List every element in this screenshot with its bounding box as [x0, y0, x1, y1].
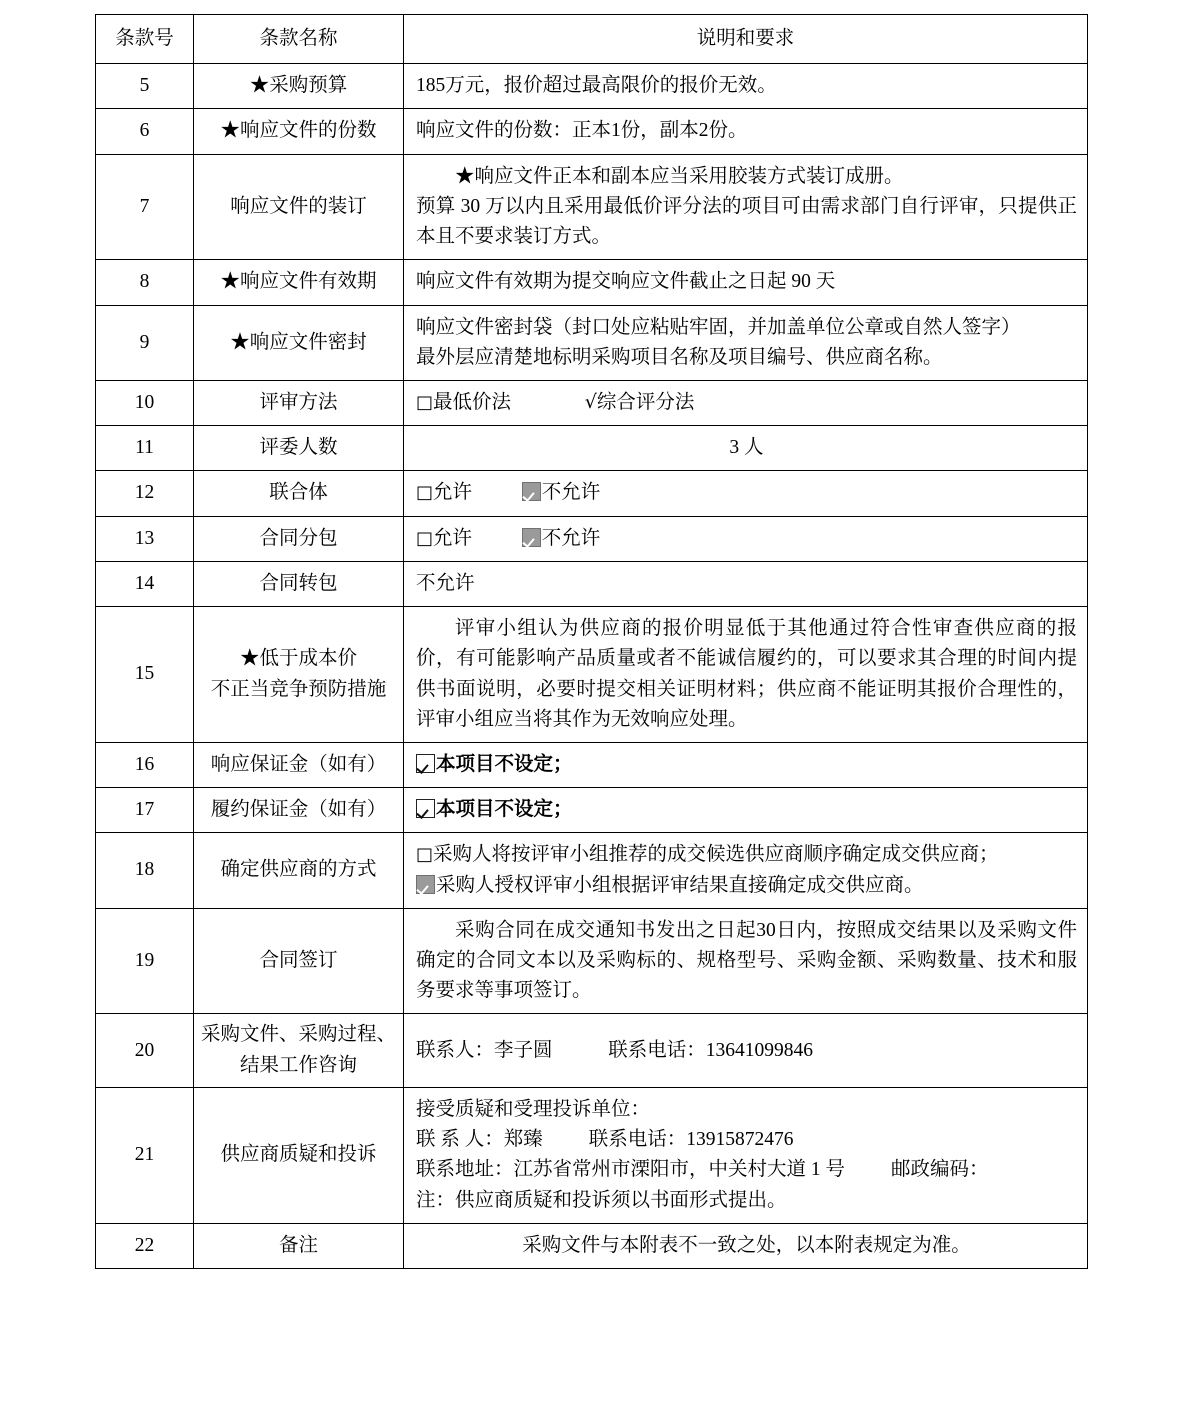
table-header-row: [96, 15, 1088, 64]
contact-phone-label: 联系电话：: [588, 1129, 687, 1151]
seal-line-2: 最外层应清楚地标明采购项目名称及项目编号、供应商名称。: [416, 346, 943, 368]
checkbox-checked-icon: [416, 875, 435, 894]
clause-description: 响应文件的份数：正本1份，副本2份。: [404, 109, 1088, 154]
clause-description: [404, 908, 1088, 1014]
clause-description: 3 人: [404, 426, 1088, 471]
column-header-clause-name: 条款名称: [194, 15, 404, 64]
option-label: 允许: [433, 482, 473, 504]
checkbox-checked-icon: [416, 799, 435, 818]
clause-name: 响应文件的装订: [194, 154, 404, 260]
complaint-unit-line: 接受质疑和受理投诉单位：: [416, 1098, 651, 1120]
contact-person-name: 李子圆: [494, 1039, 553, 1061]
complaint-note-line: 注：供应商质疑和投诉须以书面形式提出。: [416, 1189, 787, 1211]
clause-description: [404, 742, 1088, 787]
below-cost-measures-text: 评审小组认为供应商的报价明显低于其他通过符合性审查供应商的报价，有可能影响产品质量或者不能诚信履约的，可以要求其合理的时间内提供书面说明，必要时提交相关证明材料；供应商不能证明其报价合理性的，评审小组应当将其作为无效响应处理。: [416, 618, 1077, 730]
clause-no: 21: [96, 1087, 194, 1223]
clause-no: 22: [96, 1223, 194, 1268]
column-header-clause-no: 条款号: [96, 15, 194, 64]
review-method-lowest-price-option[interactable]: [416, 388, 511, 418]
clause-no: 9: [96, 305, 194, 380]
checkbox-unchecked-icon: □: [416, 482, 434, 504]
clause-name: ★响应文件的份数: [194, 109, 404, 154]
clause-no: 7: [96, 154, 194, 260]
table-row: [96, 788, 1088, 833]
clause-no: 5: [96, 64, 194, 109]
clause-description: [404, 471, 1088, 516]
checkbox-checked-icon: [522, 482, 541, 501]
option-label: 不允许: [541, 527, 601, 549]
contact-person-name: 郑臻: [503, 1129, 543, 1151]
clause-name: ★采购预算: [194, 64, 404, 109]
clause-name: 备注: [194, 1223, 404, 1268]
clause-description: [404, 788, 1088, 833]
contact-person-label: 联系人：: [416, 1039, 495, 1061]
contact-phone-value: 13915872476: [686, 1129, 794, 1151]
table-row: [96, 908, 1088, 1014]
clause-no: 18: [96, 833, 194, 908]
clause-name: 供应商质疑和投诉: [194, 1087, 404, 1223]
table-row: [96, 561, 1088, 606]
clause-name: 确定供应商的方式: [194, 833, 404, 908]
clause-name: 联合体: [194, 471, 404, 516]
performance-security-value: 本项目不设定；: [436, 799, 573, 821]
clause-description: [404, 380, 1088, 425]
clause-no: 12: [96, 471, 194, 516]
binding-requirement-line: ★响应文件正本和副本应当采用胶装方式装订成册。: [455, 165, 904, 187]
contract-signing-text: 采购合同在成交通知书发出之日起30日内，按照成交结果以及采购文件确定的合同文本以及采购标的、规格型号、采购金额、采购数量、技术和服务要求等事项签订。: [416, 919, 1077, 1002]
option-label: 综合评分法: [596, 391, 695, 413]
clause-no: 20: [96, 1014, 194, 1087]
clause-name: [194, 607, 404, 743]
clause-description: [404, 516, 1088, 561]
table-row: [96, 516, 1088, 561]
clause-name-line-1: 采购文件、采购过程、: [200, 1024, 396, 1046]
table-row: [96, 109, 1088, 154]
consortium-not-allowed-option[interactable]: [522, 478, 601, 508]
clause-name: [194, 1014, 404, 1087]
table-row: [96, 471, 1088, 516]
clause-name-line-2: 结果工作咨询: [239, 1054, 357, 1076]
table-row: [96, 154, 1088, 260]
check-mark-icon: √: [584, 390, 597, 413]
clause-name: 评委人数: [194, 426, 404, 471]
bid-security-value: 本项目不设定；: [436, 753, 573, 775]
specification-table: [95, 14, 1088, 1269]
clause-no: 11: [96, 426, 194, 471]
clause-name-line-2: 不正当竞争预防措施: [210, 678, 387, 700]
subcontract-allowed-option[interactable]: [416, 524, 472, 554]
clause-name: 合同签订: [194, 908, 404, 1014]
award-method-option-order[interactable]: [416, 840, 1077, 870]
clause-description: [404, 607, 1088, 743]
complaint-address-line: [416, 1155, 1077, 1185]
checkbox-checked-icon: [416, 754, 435, 773]
consortium-allowed-option[interactable]: [416, 478, 472, 508]
clause-no: 8: [96, 260, 194, 305]
clause-no: 17: [96, 788, 194, 833]
contact-phone-label: 联系电话：: [608, 1039, 706, 1061]
clause-name: ★响应文件有效期: [194, 260, 404, 305]
table-row: [96, 1014, 1088, 1087]
option-label: 采购人将按评审小组推荐的成交候选供应商顺序确定成交供应商；: [433, 844, 999, 866]
checkbox-unchecked-icon: □: [416, 527, 434, 549]
table-row: [96, 1087, 1088, 1223]
clause-description: [404, 305, 1088, 380]
option-label: 不允许: [541, 482, 601, 504]
review-method-comprehensive-option[interactable]: [585, 388, 695, 418]
clause-name: 评审方法: [194, 380, 404, 425]
complaint-contact-line: [416, 1125, 1077, 1155]
table-row: [96, 305, 1088, 380]
table-row: [96, 260, 1088, 305]
clause-description: 响应文件有效期为提交响应文件截止之日起 90 天: [404, 260, 1088, 305]
checkbox-unchecked-icon: □: [416, 391, 434, 413]
subcontract-not-allowed-option[interactable]: [522, 524, 601, 554]
clause-no: 13: [96, 516, 194, 561]
clause-name: 响应保证金（如有）: [194, 742, 404, 787]
contact-person-label: 联 系 人：: [416, 1129, 504, 1151]
table-row: [96, 64, 1088, 109]
award-method-option-authorized[interactable]: [416, 871, 1077, 901]
postcode-label: 邮政编码：: [891, 1159, 989, 1181]
table-row: [96, 426, 1088, 471]
clause-no: 19: [96, 908, 194, 1014]
self-review-note-line: 预算 30 万以内且采用最低价评分法的项目可由需求部门自行评审，只提供正本且不要求装订方式。: [416, 195, 1077, 248]
clause-no: 14: [96, 561, 194, 606]
clause-name: 履约保证金（如有）: [194, 788, 404, 833]
contact-phone-value: 13641099846: [705, 1039, 814, 1061]
clause-name: 合同分包: [194, 516, 404, 561]
table-row: [96, 607, 1088, 743]
column-header-description: 说明和要求: [404, 15, 1088, 64]
clause-name: ★响应文件密封: [194, 305, 404, 380]
table-row: [96, 833, 1088, 908]
table-row: [96, 1223, 1088, 1268]
clause-no: 6: [96, 109, 194, 154]
option-label: 最低价法: [433, 391, 512, 413]
checkbox-unchecked-icon: □: [416, 844, 434, 866]
option-label: 允许: [433, 527, 473, 549]
table-row: [96, 742, 1088, 787]
seal-line-1: 响应文件密封袋（封口处应粘贴牢固，并加盖单位公章或自然人签字）: [416, 316, 1021, 338]
table-row: [96, 380, 1088, 425]
option-label: 采购人授权评审小组根据评审结果直接确定成交供应商。: [436, 874, 924, 896]
clause-description: [404, 1014, 1088, 1087]
clause-name-line-1: ★低于成本价: [239, 648, 357, 670]
clause-description: [404, 833, 1088, 908]
clause-description: 采购文件与本附表不一致之处，以本附表规定为准。: [404, 1223, 1088, 1268]
address-value: 江苏省常州市溧阳市，中关村大道 1 号: [513, 1159, 846, 1181]
clause-description: 不允许: [404, 561, 1088, 606]
clause-description: 185万元，报价超过最高限价的报价无效。: [404, 64, 1088, 109]
clause-description: [404, 1087, 1088, 1223]
clause-no: 15: [96, 607, 194, 743]
address-label: 联系地址：: [416, 1159, 514, 1181]
clause-no: 10: [96, 380, 194, 425]
clause-name: 合同转包: [194, 561, 404, 606]
clause-description: [404, 154, 1088, 260]
checkbox-checked-icon: [522, 528, 541, 547]
clause-no: 16: [96, 742, 194, 787]
